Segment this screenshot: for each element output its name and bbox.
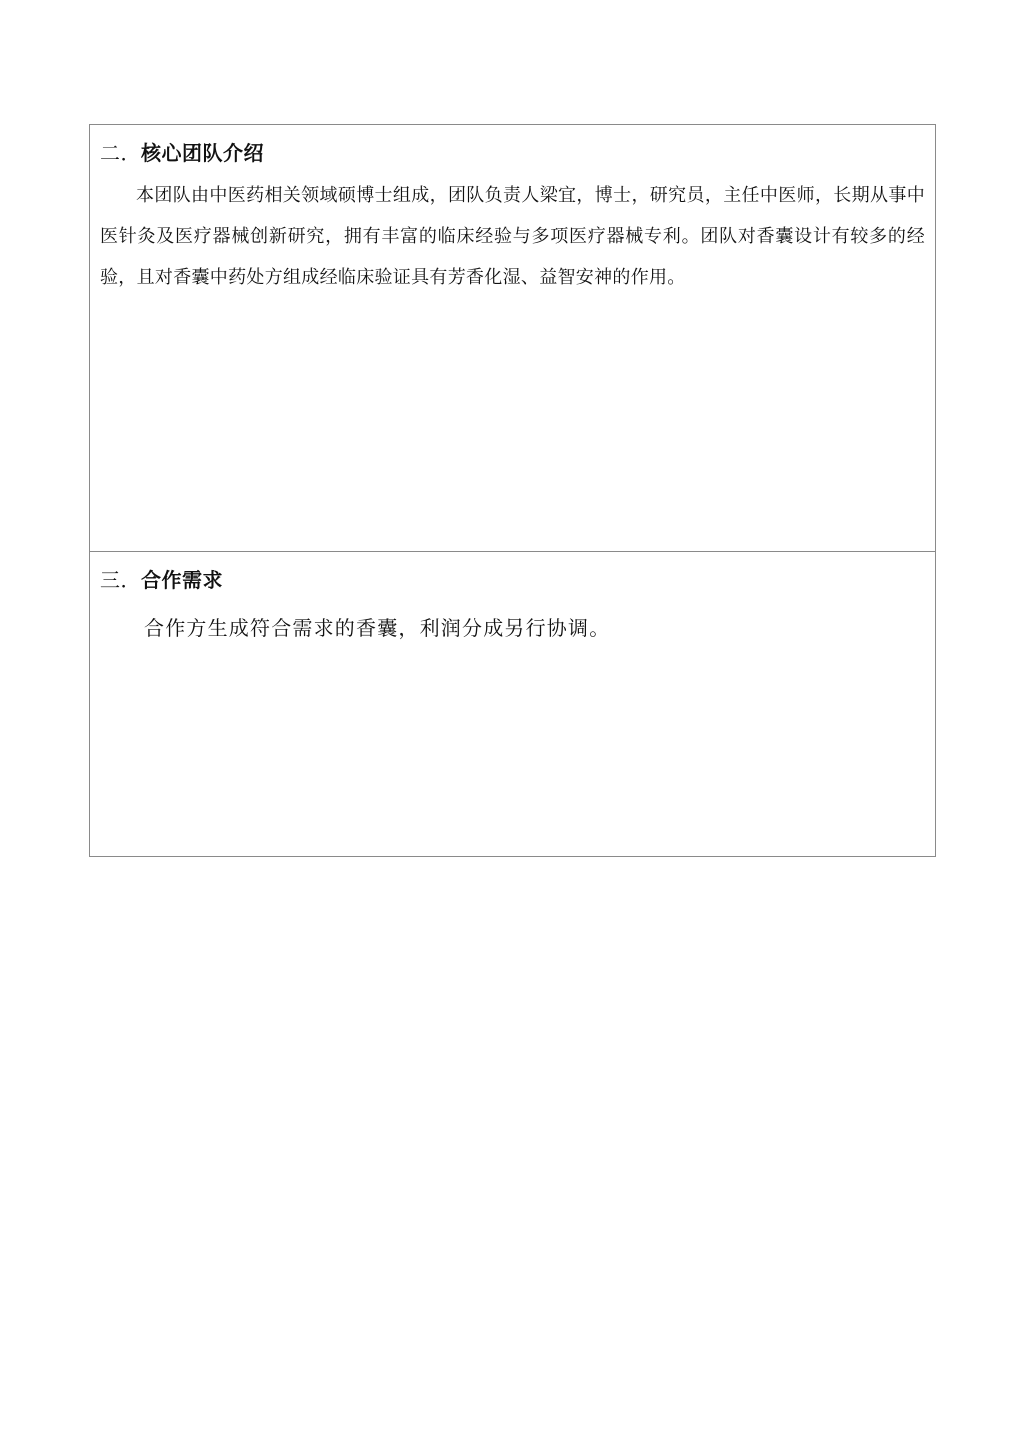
form-table: [89, 124, 936, 857]
section-heading: [100, 125, 925, 167]
section-heading: [100, 552, 925, 594]
core-team-section: [90, 125, 935, 551]
cooperation-needs-description: 合作方生成符合需求的香囊，利润分成另行协调。: [144, 616, 611, 640]
section-number: 三．: [100, 568, 141, 592]
cooperation-needs-section: [90, 551, 935, 856]
section-title: 核心团队介绍: [141, 141, 264, 165]
section-number: 二．: [100, 141, 141, 165]
core-team-description: 本团队由中医药相关领域硕博士组成，团队负责人梁宜，博士，研究员，主任中医师，长期从事中医针灸及医疗器械创新研究，拥有丰富的临床经验与多项医疗器械专利。团队对香囊设计有较多的经验，且对香囊中药处方组成经临床验证具有芳香化湿、益智安神的作用。: [100, 185, 925, 288]
section-title: 合作需求: [141, 568, 223, 592]
